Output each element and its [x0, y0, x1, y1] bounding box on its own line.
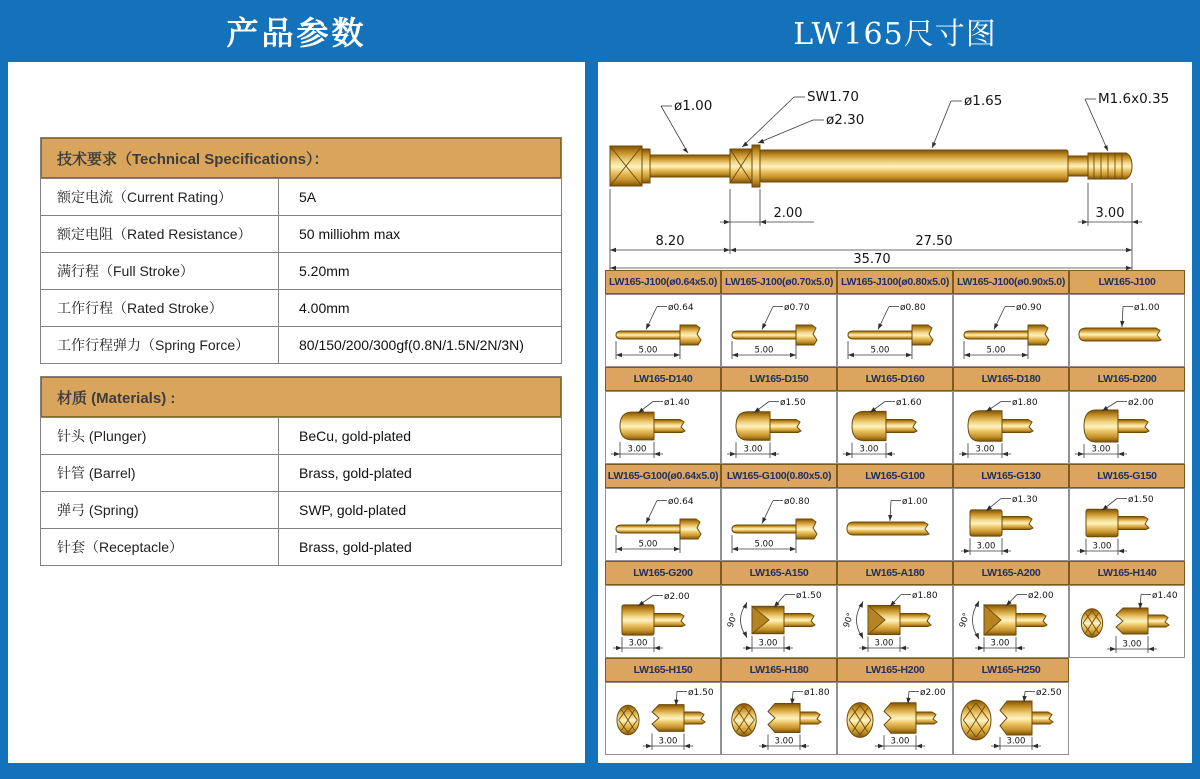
diameter-label: ø1.80 — [912, 591, 938, 601]
variant-header: LW165-H200 — [837, 658, 953, 682]
variant-header: LW165-A150 — [721, 561, 837, 585]
row-label: 针管 (Barrel) — [41, 455, 279, 491]
variant-diagram-cell — [1069, 488, 1185, 561]
length-dim: 5.00 — [754, 539, 774, 550]
variant-diagram-cell — [605, 585, 721, 658]
diameter-label: ø1.00 — [1134, 303, 1160, 313]
variant-header: LW165-H150 — [605, 658, 721, 682]
variant-diagram-cell — [1069, 391, 1185, 464]
right-panel-title — [598, 0, 1192, 62]
right-title-text: LW165尺寸图 — [793, 17, 997, 52]
length-dim: 3.00 — [774, 736, 794, 747]
length-dim: 3.00 — [976, 541, 996, 552]
crown-band — [642, 149, 650, 183]
tip-diagram — [838, 489, 952, 560]
table-row — [41, 491, 561, 528]
length-dim: 3.00 — [628, 638, 648, 649]
length-dim: 3.00 — [1006, 736, 1026, 747]
row-value: 5.20mm — [299, 263, 350, 279]
row-label: 工作行程（Rated Stroke） — [41, 290, 279, 326]
diameter-label: ø2.00 — [1028, 591, 1054, 601]
length-dim: 5.00 — [754, 345, 774, 356]
tip-diagram — [1070, 392, 1184, 463]
angle-label: 90° — [841, 611, 857, 630]
angle-label: 90° — [957, 611, 973, 630]
diameter-label: ø0.90 — [1016, 303, 1042, 313]
spec-table-rows — [41, 179, 561, 363]
row-value: Brass, gold-plated — [299, 465, 412, 481]
thread-section — [1088, 153, 1132, 179]
plunger-shaft — [650, 155, 730, 177]
row-value: 80/150/200/300gf(0.8N/1.5N/2N/3N) — [299, 337, 524, 353]
variant-header: LW165-D200 — [1069, 367, 1185, 391]
variant-diagram-cell — [605, 488, 721, 561]
callout-hex-size: SW1.70 — [807, 89, 859, 105]
variant-diagram-cell — [1069, 585, 1185, 658]
diameter-label: ø1.60 — [896, 398, 922, 408]
tip-diagram — [606, 683, 720, 754]
dim-27-50: 27.50 — [915, 234, 953, 249]
variant-header: LW165-H250 — [953, 658, 1069, 682]
variant-header: LW165-G100 — [837, 464, 953, 488]
diameter-label: ø1.40 — [1152, 591, 1178, 601]
length-dim: 3.00 — [1091, 444, 1111, 455]
length-dim: 3.00 — [658, 736, 678, 747]
tip-diagram — [954, 489, 1068, 560]
empty-cell — [1069, 658, 1185, 682]
diameter-label: ø1.00 — [902, 497, 928, 507]
tip-diagram — [954, 392, 1068, 463]
technical-specifications-table — [40, 137, 562, 364]
dim-35-70: 35.70 — [853, 252, 891, 267]
length-dim: 5.00 — [638, 539, 658, 550]
tip-diagram — [1070, 586, 1184, 657]
variant-diagram-cell — [721, 488, 837, 561]
variant-diagram-cell — [721, 682, 837, 755]
variant-header: LW165-J100(ø0.70x5.0) — [721, 270, 837, 294]
materials-table-rows — [41, 418, 561, 565]
table-row — [41, 215, 561, 252]
table-row — [41, 326, 561, 363]
tip-diagram — [606, 489, 720, 560]
dim-8-20: 8.20 — [655, 234, 685, 249]
variant-header: LW165-G200 — [605, 561, 721, 585]
materials-table-header: 材质 (Materials) : — [41, 377, 561, 418]
tip-diagram — [838, 295, 952, 366]
table-row — [41, 418, 561, 454]
tip-diagram — [838, 586, 952, 657]
length-dim: 5.00 — [870, 345, 890, 356]
tip-variants-grid — [605, 270, 1185, 755]
flange — [752, 145, 760, 187]
diameter-label: ø2.00 — [920, 688, 946, 698]
table-row — [41, 528, 561, 565]
variant-header: LW165-J100 — [1069, 270, 1185, 294]
variant-diagram-cell — [605, 682, 721, 755]
angle-label: 90° — [725, 611, 741, 630]
row-label: 针套（Receptacle） — [41, 529, 279, 565]
tip-diagram — [838, 392, 952, 463]
materials-table — [40, 376, 562, 566]
variant-header: LW165-D140 — [605, 367, 721, 391]
row-label: 额定电阻（Rated Resistance） — [41, 216, 279, 252]
dim-3-00: 3.00 — [1095, 206, 1125, 221]
probe-dimension-drawing — [602, 74, 1188, 270]
diameter-label: ø0.64 — [668, 497, 694, 507]
diameter-label: ø1.80 — [1012, 398, 1038, 408]
variant-diagram-cell — [721, 294, 837, 367]
row-label: 满行程（Full Stroke） — [41, 253, 279, 289]
tip-diagram — [838, 683, 952, 754]
tip-diagram — [954, 295, 1068, 366]
parameters-panel — [8, 62, 585, 763]
length-dim: 3.00 — [758, 638, 778, 649]
length-dim: 3.00 — [859, 444, 879, 455]
variant-diagram-cell — [837, 391, 953, 464]
variant-diagram-cell — [1069, 294, 1185, 367]
length-dim: 3.00 — [975, 444, 995, 455]
dim-2-00: 2.00 — [773, 206, 803, 221]
variant-header: LW165-G100(ø0.64x5.0) — [605, 464, 721, 488]
diameter-label: ø0.80 — [900, 303, 926, 313]
tip-diagram — [954, 683, 1068, 754]
diameter-label: ø1.50 — [1128, 495, 1154, 505]
diameter-label: ø2.00 — [1128, 398, 1154, 408]
dimensions-panel — [598, 62, 1192, 763]
diameter-label: ø2.50 — [1036, 688, 1062, 698]
length-dim: 3.00 — [990, 638, 1010, 649]
diameter-label: ø1.50 — [796, 591, 822, 601]
length-dim: 3.00 — [1122, 639, 1142, 650]
tip-diagram — [954, 586, 1068, 657]
row-value: 4.00mm — [299, 300, 350, 316]
row-label: 针头 (Plunger) — [41, 418, 279, 454]
tip-diagram — [606, 392, 720, 463]
length-dim: 3.00 — [1092, 541, 1112, 552]
length-dim: 5.00 — [638, 345, 658, 356]
row-value: 50 milliohm max — [299, 226, 401, 242]
table-row — [41, 454, 561, 491]
table-row — [41, 252, 561, 289]
variant-diagram-cell — [953, 585, 1069, 658]
variant-header: LW165-G100(0.80x5.0) — [721, 464, 837, 488]
barrel — [760, 150, 1068, 182]
variant-diagram-cell — [837, 294, 953, 367]
diameter-label: ø1.40 — [664, 398, 690, 408]
diameter-label: ø1.30 — [1012, 495, 1038, 505]
variant-header: LW165-J100(ø0.90x5.0) — [953, 270, 1069, 294]
variant-diagram-cell — [605, 294, 721, 367]
row-label: 弹弓 (Spring) — [41, 492, 279, 528]
variant-diagram-cell — [953, 391, 1069, 464]
variant-header: LW165-A180 — [837, 561, 953, 585]
tip-diagram — [722, 489, 836, 560]
diameter-label: ø1.50 — [780, 398, 806, 408]
row-value: SWP, gold-plated — [299, 502, 407, 518]
tip-diagram — [722, 683, 836, 754]
row-label: 工作行程弹力（Spring Force） — [41, 327, 279, 363]
variant-diagram-cell — [953, 294, 1069, 367]
tip-diagram — [722, 295, 836, 366]
diameter-label: ø2.00 — [664, 592, 690, 602]
variant-header: LW165-G130 — [953, 464, 1069, 488]
callout-flange-dia: ø2.30 — [826, 112, 865, 128]
length-dim: 3.00 — [627, 444, 647, 455]
neck — [1068, 156, 1088, 176]
variant-diagram-cell — [837, 682, 953, 755]
tip-diagram — [1070, 295, 1184, 366]
spec-table-header: 技术要求（Technical Specifications）： — [41, 138, 561, 179]
variant-diagram-cell — [605, 391, 721, 464]
table-row — [41, 179, 561, 215]
callout-barrel-dia: ø1.65 — [964, 93, 1003, 109]
variant-diagram-cell — [721, 585, 837, 658]
variant-diagram-cell — [953, 488, 1069, 561]
diameter-label: ø1.80 — [804, 688, 830, 698]
tip-diagram — [722, 586, 836, 657]
variant-header: LW165-D150 — [721, 367, 837, 391]
diameter-label: ø0.64 — [668, 303, 694, 313]
variant-header: LW165-G150 — [1069, 464, 1185, 488]
row-label: 额定电流（Current Rating） — [41, 179, 279, 215]
variant-diagram-cell — [953, 682, 1069, 755]
diameter-label: ø1.50 — [688, 688, 714, 698]
tip-diagram — [722, 392, 836, 463]
diameter-label: ø0.70 — [784, 303, 810, 313]
variant-header: LW165-J100(ø0.80x5.0) — [837, 270, 953, 294]
variant-diagram-cell — [837, 585, 953, 658]
variant-header: LW165-A200 — [953, 561, 1069, 585]
variant-diagram-cell — [837, 488, 953, 561]
left-panel-title — [8, 0, 585, 62]
diameter-label: ø0.80 — [784, 497, 810, 507]
tip-diagram — [606, 586, 720, 657]
empty-cell — [1069, 682, 1185, 755]
variant-header: LW165-H180 — [721, 658, 837, 682]
length-dim: 3.00 — [743, 444, 763, 455]
variant-header: LW165-D180 — [953, 367, 1069, 391]
row-value: 5A — [299, 189, 317, 205]
row-value: BeCu, gold-plated — [299, 428, 412, 444]
table-row — [41, 289, 561, 326]
variant-header: LW165-J100(ø0.64x5.0) — [605, 270, 721, 294]
tip-diagram — [1070, 489, 1184, 560]
variant-header: LW165-D160 — [837, 367, 953, 391]
variant-diagram-cell — [721, 391, 837, 464]
left-title-text: 产品参数 — [226, 15, 367, 51]
variant-header: LW165-H140 — [1069, 561, 1185, 585]
length-dim: 5.00 — [986, 345, 1006, 356]
callout-plunger-dia: ø1.00 — [674, 98, 713, 114]
callout-thread-spec: M1.6x0.35 — [1098, 91, 1170, 107]
length-dim: 3.00 — [874, 638, 894, 649]
tip-diagram — [606, 295, 720, 366]
row-value: Brass, gold-plated — [299, 539, 412, 555]
length-dim: 3.00 — [890, 736, 910, 747]
